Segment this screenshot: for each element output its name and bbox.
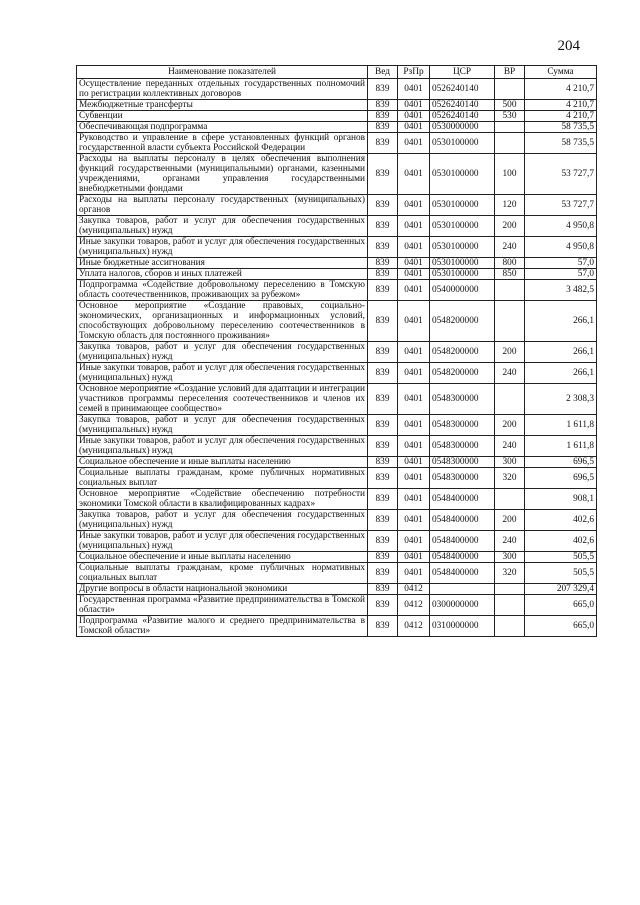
cell-csr: 0548400000 [430, 510, 495, 531]
cell-vr [495, 122, 525, 133]
table-row [77, 457, 597, 468]
table-row [77, 269, 597, 280]
cell-sum: 665,0 [525, 616, 597, 637]
cell-ved: 839 [368, 384, 398, 415]
cell-rzpr: 0401 [398, 531, 430, 552]
cell-ved: 839 [368, 111, 398, 122]
cell-name: Субвенции [77, 111, 368, 122]
table-row [77, 133, 597, 154]
header-csr: ЦСР [430, 66, 495, 79]
cell-csr: 0530100000 [430, 133, 495, 154]
cell-name: Осуществление переданных отдельных государственных полномочий по регистрации коллективных договоров [77, 79, 368, 100]
cell-name: Руководство и управление в сфере установленных функций органов государственной власти субъекта Российской Федерации [77, 133, 368, 154]
cell-ved: 839 [368, 595, 398, 616]
cell-name: Иные закупки товаров, работ и услуг для обеспечения государственных (муниципальных) нужд [77, 531, 368, 552]
cell-vr: 320 [495, 468, 525, 489]
cell-rzpr: 0401 [398, 457, 430, 468]
cell-sum: 207 329,4 [525, 584, 597, 595]
cell-rzpr: 0401 [398, 563, 430, 584]
cell-sum: 53 727,7 [525, 195, 597, 216]
cell-sum: 266,1 [525, 342, 597, 363]
cell-rzpr: 0401 [398, 195, 430, 216]
cell-name: Расходы на выплаты персоналу в целях обеспечения выполнения функций государственными (муниципальными) органами, казенными учреждениями, органами управления государственными внебюджетными фондами [77, 154, 368, 195]
cell-rzpr: 0401 [398, 280, 430, 301]
cell-rzpr: 0401 [398, 552, 430, 563]
cell-rzpr: 0401 [398, 301, 430, 342]
cell-ved: 839 [368, 195, 398, 216]
cell-vr: 200 [495, 510, 525, 531]
cell-name: Основное мероприятие «Содействие обеспечению потребности экономики Томской области в квалифицированных кадрах» [77, 489, 368, 510]
cell-vr: 300 [495, 552, 525, 563]
table-row [77, 79, 597, 100]
cell-rzpr: 0401 [398, 122, 430, 133]
cell-csr: 0530100000 [430, 154, 495, 195]
cell-csr: 0530100000 [430, 258, 495, 269]
table-row [77, 111, 597, 122]
cell-ved: 839 [368, 216, 398, 237]
table-row [77, 384, 597, 415]
cell-ved: 839 [368, 301, 398, 342]
table-row [77, 301, 597, 342]
table-row [77, 237, 597, 258]
cell-rzpr: 0401 [398, 237, 430, 258]
cell-rzpr: 0401 [398, 342, 430, 363]
cell-csr: 0310000000 [430, 616, 495, 637]
cell-name: Основное мероприятие «Создание правовых, социально-экономических, организационных и информационных условий, способствующих добровольному переселению соотечественников в Томскую область для постоянного проживания» [77, 301, 368, 342]
table-row [77, 122, 597, 133]
cell-ved: 839 [368, 154, 398, 195]
table-header-row [77, 66, 597, 79]
cell-csr: 0548300000 [430, 384, 495, 415]
cell-sum: 696,5 [525, 468, 597, 489]
cell-sum: 4 950,8 [525, 237, 597, 258]
cell-rzpr: 0401 [398, 384, 430, 415]
cell-sum: 266,1 [525, 301, 597, 342]
cell-ved: 839 [368, 563, 398, 584]
cell-csr: 0548200000 [430, 301, 495, 342]
cell-rzpr: 0401 [398, 468, 430, 489]
cell-csr: 0530100000 [430, 269, 495, 280]
header-sum: Сумма [525, 66, 597, 79]
cell-ved: 839 [368, 415, 398, 436]
cell-csr: 0548400000 [430, 489, 495, 510]
table-row [77, 468, 597, 489]
cell-vr: 500 [495, 100, 525, 111]
cell-ved: 839 [368, 122, 398, 133]
cell-name: Государственная программа «Развитие предпринимательства в Томской области» [77, 595, 368, 616]
table-row [77, 363, 597, 384]
table-row [77, 584, 597, 595]
cell-csr [430, 584, 495, 595]
table-row [77, 415, 597, 436]
table-row [77, 552, 597, 563]
cell-name: Закупка товаров, работ и услуг для обеспечения государственных (муниципальных) нужд [77, 510, 368, 531]
cell-csr: 0548400000 [430, 563, 495, 584]
cell-sum: 1 611,8 [525, 436, 597, 457]
cell-sum: 402,6 [525, 510, 597, 531]
cell-ved: 839 [368, 100, 398, 111]
cell-name: Социальное обеспечение и иные выплаты населению [77, 552, 368, 563]
cell-name: Иные бюджетные ассигнования [77, 258, 368, 269]
cell-vr [495, 384, 525, 415]
cell-rzpr: 0401 [398, 133, 430, 154]
cell-csr: 0300000000 [430, 595, 495, 616]
cell-rzpr: 0401 [398, 489, 430, 510]
cell-sum: 57,0 [525, 258, 597, 269]
table-row [77, 595, 597, 616]
cell-ved: 839 [368, 457, 398, 468]
cell-vr: 120 [495, 195, 525, 216]
cell-sum: 4 210,7 [525, 79, 597, 100]
cell-rzpr: 0401 [398, 510, 430, 531]
cell-vr: 100 [495, 154, 525, 195]
cell-csr: 0548200000 [430, 363, 495, 384]
table-row [77, 342, 597, 363]
cell-sum: 665,0 [525, 595, 597, 616]
cell-rzpr: 0412 [398, 584, 430, 595]
cell-name: Иные закупки товаров, работ и услуг для обеспечения государственных (муниципальных) нужд [77, 363, 368, 384]
cell-csr: 0530100000 [430, 237, 495, 258]
table-body [77, 79, 597, 637]
cell-sum: 696,5 [525, 457, 597, 468]
cell-vr: 240 [495, 363, 525, 384]
cell-vr: 530 [495, 111, 525, 122]
cell-ved: 839 [368, 133, 398, 154]
cell-ved: 839 [368, 616, 398, 637]
cell-name: Закупка товаров, работ и услуг для обеспечения государственных (муниципальных) нужд [77, 216, 368, 237]
page-number: 204 [557, 38, 580, 54]
cell-sum: 266,1 [525, 363, 597, 384]
cell-sum: 1 611,8 [525, 415, 597, 436]
cell-name: Социальное обеспечение и иные выплаты населению [77, 457, 368, 468]
cell-ved: 839 [368, 79, 398, 100]
cell-rzpr: 0401 [398, 415, 430, 436]
cell-vr: 240 [495, 531, 525, 552]
cell-ved: 839 [368, 531, 398, 552]
table-row [77, 280, 597, 301]
cell-sum: 908,1 [525, 489, 597, 510]
cell-name: Иные закупки товаров, работ и услуг для обеспечения государственных (муниципальных) нужд [77, 237, 368, 258]
table-row [77, 216, 597, 237]
table-row [77, 489, 597, 510]
cell-sum: 3 482,5 [525, 280, 597, 301]
cell-name: Другие вопросы в области национальной экономики [77, 584, 368, 595]
cell-sum: 505,5 [525, 552, 597, 563]
cell-csr: 0530100000 [430, 216, 495, 237]
cell-name: Подпрограмма «Содействие добровольному переселению в Томскую область соотечественников, проживающих за рубежом» [77, 280, 368, 301]
header-ved: Вед [368, 66, 398, 79]
cell-rzpr: 0401 [398, 79, 430, 100]
cell-csr: 0548300000 [430, 457, 495, 468]
cell-ved: 839 [368, 342, 398, 363]
cell-rzpr: 0412 [398, 616, 430, 637]
cell-ved: 839 [368, 280, 398, 301]
cell-sum: 2 308,3 [525, 384, 597, 415]
cell-ved: 839 [368, 269, 398, 280]
cell-name: Закупка товаров, работ и услуг для обеспечения государственных (муниципальных) нужд [77, 415, 368, 436]
cell-vr: 200 [495, 216, 525, 237]
table-row [77, 563, 597, 584]
header-name: Наименование показателей [77, 66, 368, 79]
cell-ved: 839 [368, 584, 398, 595]
cell-vr: 300 [495, 457, 525, 468]
cell-rzpr: 0401 [398, 100, 430, 111]
cell-name: Обеспечивающая подпрограмма [77, 122, 368, 133]
cell-csr: 0526240140 [430, 100, 495, 111]
cell-sum: 402,6 [525, 531, 597, 552]
cell-name: Основное мероприятие «Создание условий для адаптации и интеграции участников программы переселения соотечественников и членов их семей в принимающее сообщество» [77, 384, 368, 415]
cell-ved: 839 [368, 468, 398, 489]
cell-rzpr: 0401 [398, 436, 430, 457]
cell-vr [495, 280, 525, 301]
cell-csr: 0548300000 [430, 415, 495, 436]
cell-csr: 0530000000 [430, 122, 495, 133]
cell-ved: 839 [368, 436, 398, 457]
cell-vr [495, 133, 525, 154]
cell-sum: 505,5 [525, 563, 597, 584]
cell-name: Уплата налогов, сборов и иных платежей [77, 269, 368, 280]
cell-sum: 57,0 [525, 269, 597, 280]
cell-csr: 0548200000 [430, 342, 495, 363]
table-row [77, 258, 597, 269]
header-vr: ВР [495, 66, 525, 79]
cell-ved: 839 [368, 552, 398, 563]
cell-csr: 0540000000 [430, 280, 495, 301]
table-row [77, 531, 597, 552]
cell-rzpr: 0401 [398, 111, 430, 122]
cell-vr: 200 [495, 415, 525, 436]
cell-ved: 839 [368, 237, 398, 258]
cell-sum: 4 210,7 [525, 100, 597, 111]
cell-name: Закупка товаров, работ и услуг для обеспечения государственных (муниципальных) нужд [77, 342, 368, 363]
table-row [77, 100, 597, 111]
cell-rzpr: 0401 [398, 363, 430, 384]
cell-vr: 240 [495, 237, 525, 258]
cell-rzpr: 0412 [398, 595, 430, 616]
cell-csr: 0548300000 [430, 436, 495, 457]
budget-table [76, 65, 597, 637]
cell-name: Расходы на выплаты персоналу государственных (муниципальных) органов [77, 195, 368, 216]
cell-csr: 0548400000 [430, 552, 495, 563]
cell-csr: 0548400000 [430, 531, 495, 552]
table-row [77, 436, 597, 457]
cell-sum: 58 735,5 [525, 122, 597, 133]
cell-ved: 839 [368, 489, 398, 510]
cell-vr [495, 301, 525, 342]
table-row [77, 195, 597, 216]
cell-sum: 53 727,7 [525, 154, 597, 195]
cell-vr: 200 [495, 342, 525, 363]
cell-name: Иные закупки товаров, работ и услуг для обеспечения государственных (муниципальных) нужд [77, 436, 368, 457]
cell-vr: 800 [495, 258, 525, 269]
cell-sum: 4 950,8 [525, 216, 597, 237]
table-row [77, 510, 597, 531]
cell-vr [495, 584, 525, 595]
cell-name: Социальные выплаты гражданам, кроме публичных нормативных социальных выплат [77, 468, 368, 489]
table-row [77, 154, 597, 195]
cell-csr: 0530100000 [430, 195, 495, 216]
cell-ved: 839 [368, 258, 398, 269]
cell-name: Социальные выплаты гражданам, кроме публичных нормативных социальных выплат [77, 563, 368, 584]
cell-csr: 0548300000 [430, 468, 495, 489]
cell-rzpr: 0401 [398, 258, 430, 269]
cell-ved: 839 [368, 363, 398, 384]
table-row [77, 616, 597, 637]
cell-vr [495, 79, 525, 100]
cell-vr [495, 489, 525, 510]
cell-sum: 58 735,5 [525, 133, 597, 154]
cell-rzpr: 0401 [398, 269, 430, 280]
cell-ved: 839 [368, 510, 398, 531]
cell-vr: 240 [495, 436, 525, 457]
cell-name: Межбюджетные трансферты [77, 100, 368, 111]
header-rzpr: РзПр [398, 66, 430, 79]
cell-sum: 4 210,7 [525, 111, 597, 122]
cell-vr [495, 595, 525, 616]
cell-vr [495, 616, 525, 637]
cell-rzpr: 0401 [398, 154, 430, 195]
cell-vr: 320 [495, 563, 525, 584]
cell-csr: 0526240140 [430, 111, 495, 122]
cell-csr: 0526240140 [430, 79, 495, 100]
cell-vr: 850 [495, 269, 525, 280]
cell-name: Подпрограмма «Развитие малого и среднего предпринимательства в Томской области» [77, 616, 368, 637]
cell-rzpr: 0401 [398, 216, 430, 237]
